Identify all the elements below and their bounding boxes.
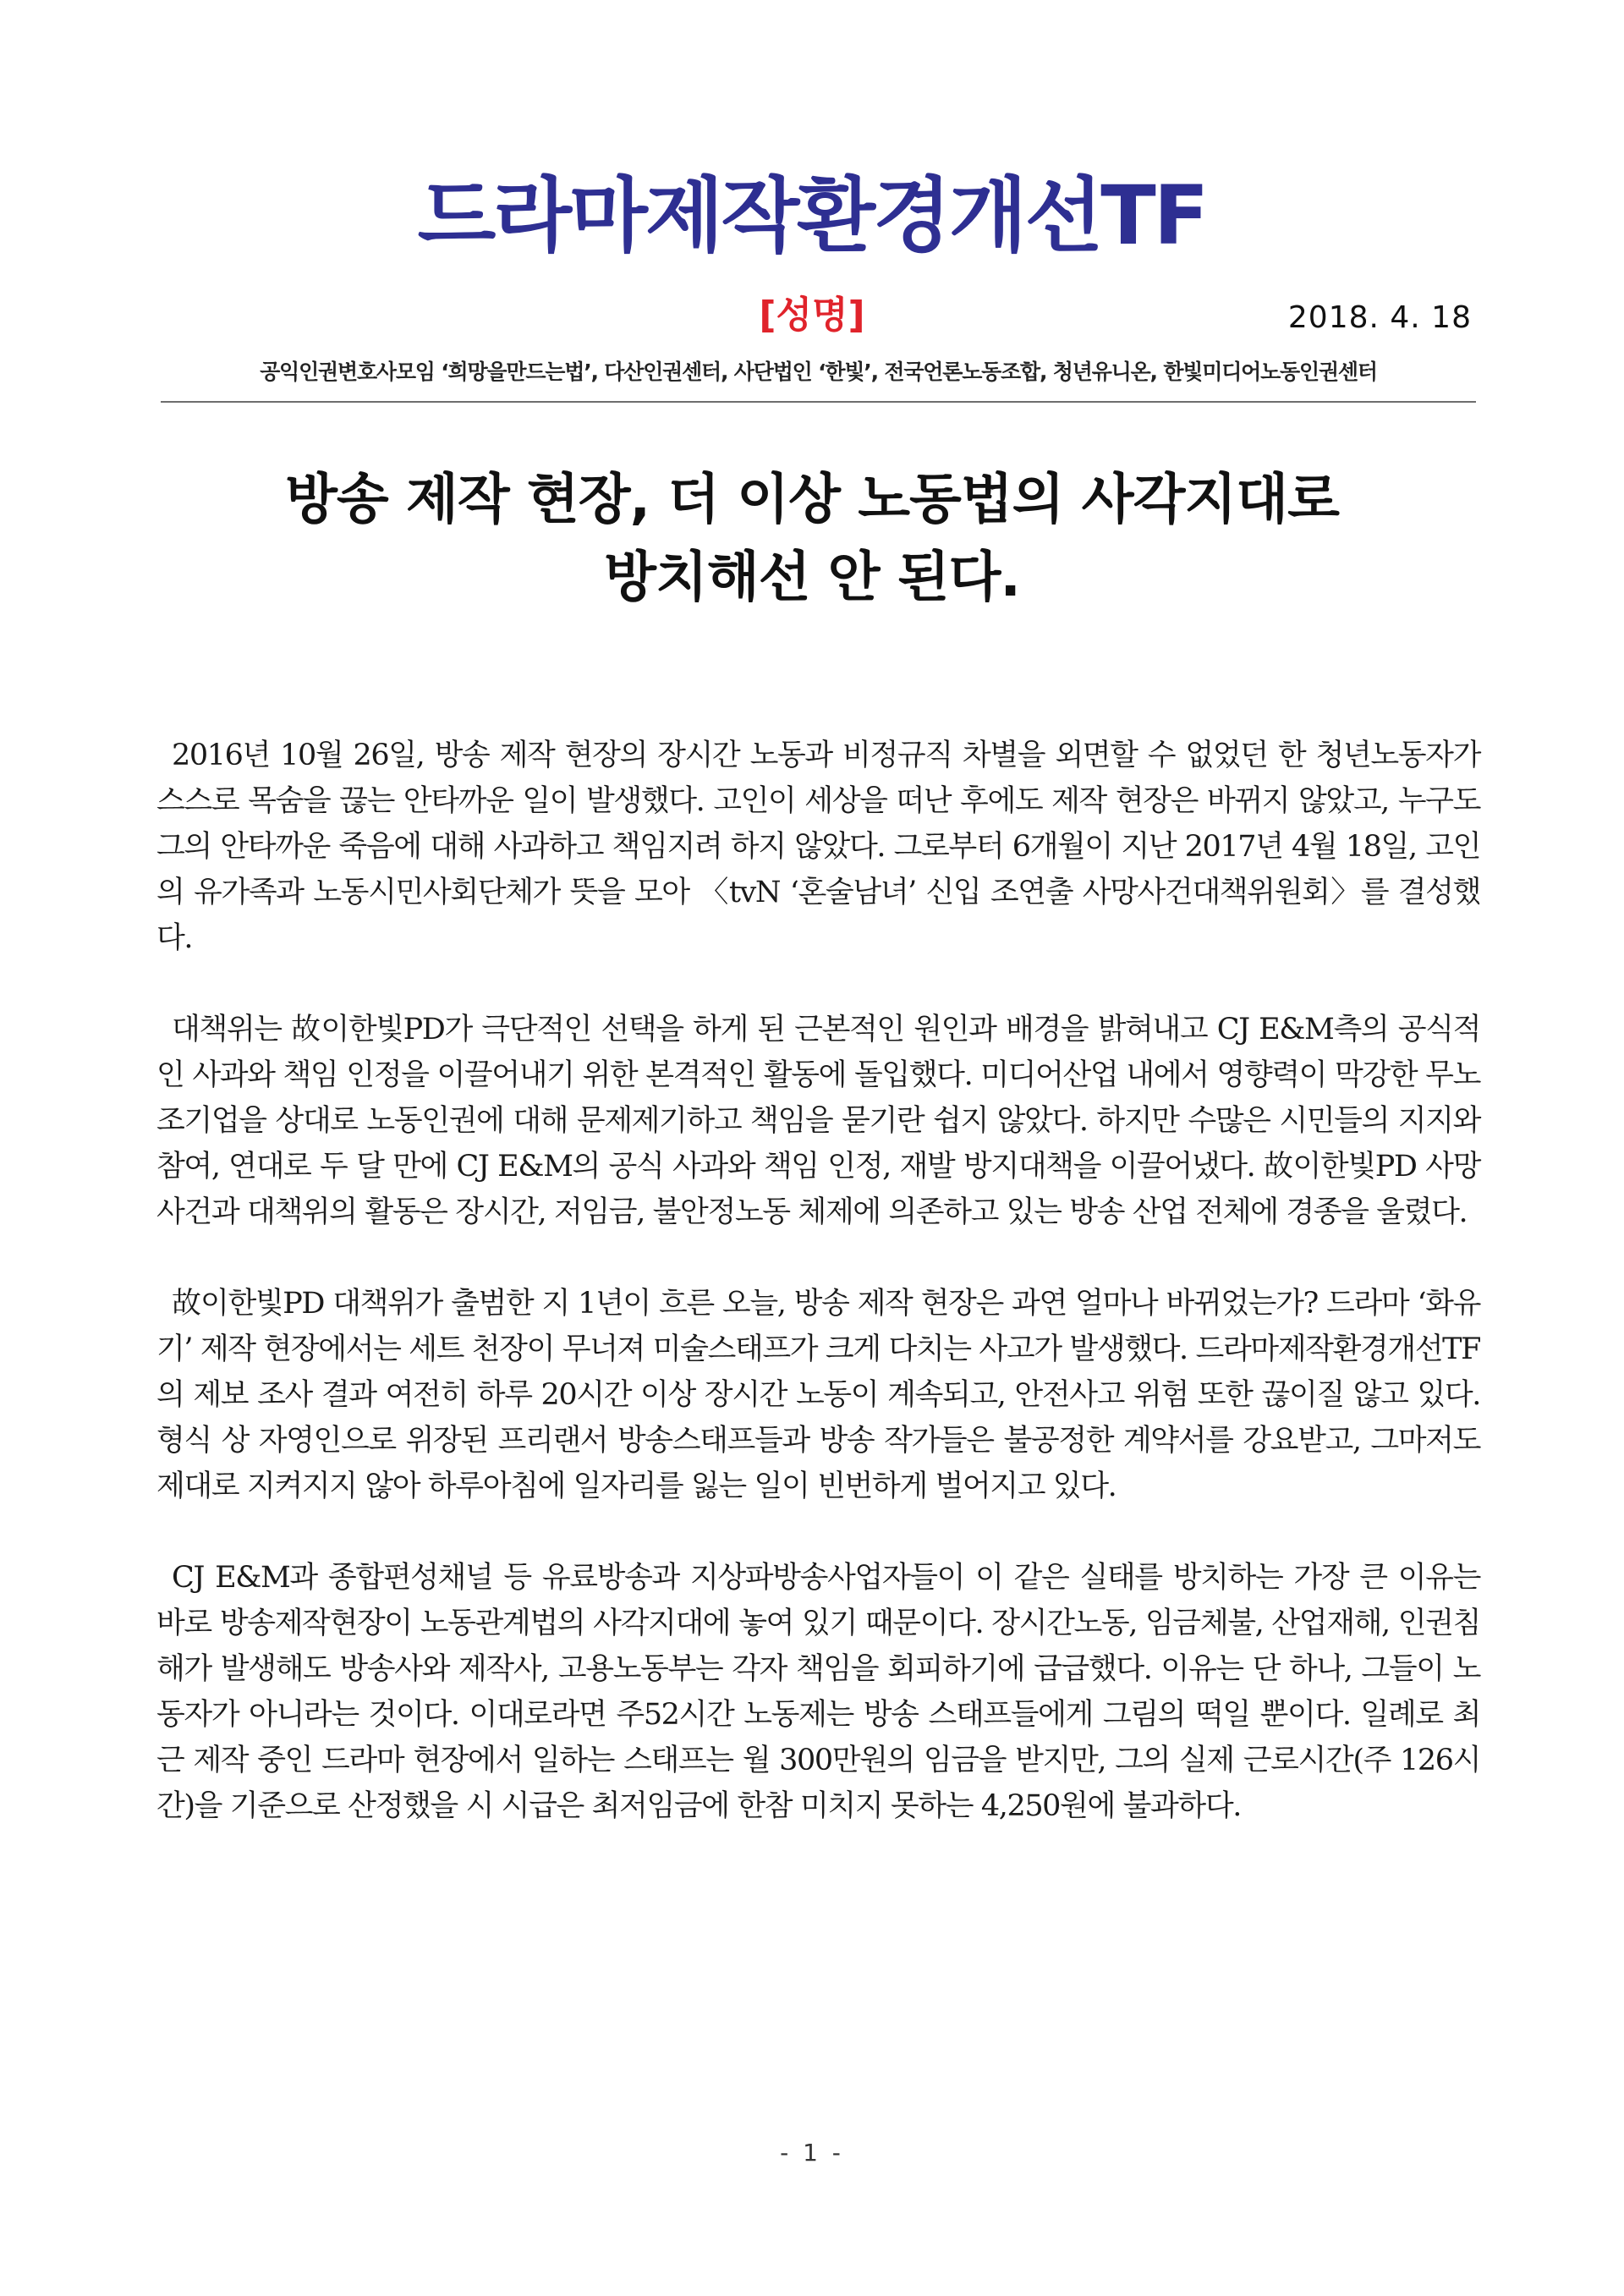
- statement-label: [성명]: [759, 294, 865, 337]
- paragraph: 대책위는 故이한빛PD가 극단적인 선택을 하게 된 근본적인 원인과 배경을 밝혀내고 CJ E&M측의 공식적인 사과와 책임 인정을 이끌어내기 위한 본격적인 활동에 돌입했다. 미디어산업 내에서 영향력이 막강한 무노조기업을 상대로 노동인권에 대해 문제제기하고 책임을 묻기란 쉽지 않았다. 하지만 수많은 시민들의 지지와 참여, 연대로 두 달 만에 CJ E&M의 공식 사과와 책임 인정, 재발 방지대책을 이끌어냈다. 故이한빛PD 사망 사건과 대책위의 활동은 장시간, 저임금, 불안정노동 체제에 의존하고 있는 방송 산업 전체에 경종을 울렸다.: [156, 1013, 1480, 1229]
- headline-line-2: 방치해선 안 된다.: [604, 547, 1020, 609]
- paragraph: 故이한빛PD 대책위가 출범한 지 1년이 흐른 오늘, 방송 제작 현장은 과연 얼마나 바뀌었는가? 드라마 ‘화유기’ 제작 현장에서는 세트 천장이 무너져 미술스태프가 크게 다치는 사고가 발생했다. 드라마제작환경개선TF의 제보 조사 결과 여전히 하루 20시간 이상 장시간 노동이 계속되고, 안전사고 위험 또한 끊이질 않고 있다. 형식 상 자영인으로 위장된 프리랜서 방송스태프들과 방송 작가들은 불공정한 계약서를 강요받고, 그마저도 제대로 지켜지지 않아 하루아침에 일자리를 잃는 일이 빈번하게 벌어지고 있다.: [156, 1287, 1481, 1503]
- statement-body: [156, 733, 1480, 1875]
- member-organizations: 공익인권변호사모임 ‘희망을만드는법’, 다산인권센터, 사단법인 ‘한빛’, 전국언론노동조합, 청년유니온, 한빛미디어노동인권센터: [260, 360, 1377, 384]
- page-number: - 1 -: [780, 2139, 844, 2167]
- headline: [135, 461, 1489, 617]
- statement-date: 2018. 4. 18: [1287, 300, 1472, 335]
- header-divider: [161, 401, 1476, 403]
- paragraph: 2016년 10월 26일, 방송 제작 현장의 장시간 노동과 비정규직 차별을 외면할 수 없었던 한 청년노동자가 스스로 목숨을 끊는 안타까운 일이 발생했다. 고인이 세상을 떠난 후에도 제작 현장은 바뀌지 않았고, 누구도 그의 안타까운 죽음에 대해 사과하고 책임지려 하지 않았다. 그로부터 6개월이 지난 2017년 4월 18일, 고인의 유가족과 노동시민사회단체가 뜻을 모아 〈tvN ‘혼술남녀’ 신입 조연출 사망사건대책위원회〉를 결성했다.: [156, 739, 1480, 955]
- org-title: 드라마제작환경개선TF: [417, 168, 1207, 263]
- paragraph: CJ E&M과 종합편성채널 등 유료방송과 지상파방송사업자들이 이 같은 실태를 방치하는 가장 큰 이유는 바로 방송제작현장이 노동관계법의 사각지대에 놓여 있기 때문이다. 장시간노동, 임금체불, 산업재해, 인권침해가 발생해도 방송사와 제작사, 고용노동부는 각자 책임을 회피하기에 급급했다. 이유는 단 하나, 그들이 노동자가 아니라는 것이다. 이대로라면 주52시간 노동제는 방송 스태프들에게 그림의 떡일 뿐이다. 일례로 최근 제작 중인 드라마 현장에서 일하는 스태프는 월 300만원의 임금을 받지만, 그의 실제 근로시간(주 126시간)을 기준으로 산정했을 시 시급은 최저임금에 한참 미치지 못하는 4,250원에 불과하다.: [156, 1561, 1480, 1823]
- headline-line-1: 방송 제작 현장, 더 이상 노동법의 사각지대로: [285, 469, 1339, 531]
